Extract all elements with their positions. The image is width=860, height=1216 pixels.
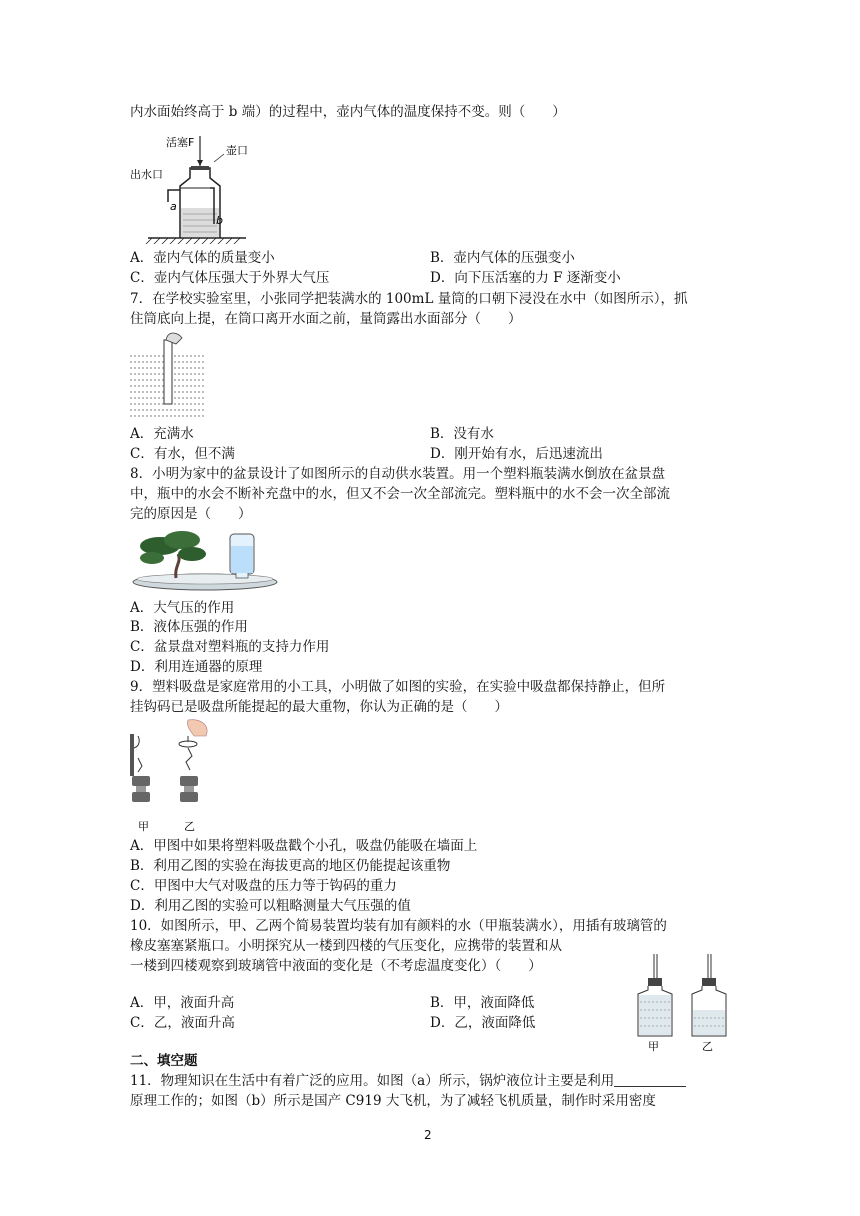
- q10-option-a: A．甲，液面升高: [130, 995, 235, 1011]
- q8-line3: 完的原因是（ ）: [130, 506, 252, 522]
- q10-option-c: C．乙，液面升高: [130, 1015, 235, 1031]
- q6-option-c: C．壶内气体压强大于外界大气压: [130, 270, 330, 286]
- q10-label-jia: 甲: [648, 1040, 659, 1052]
- q10-line1: 10．如图所示，甲、乙两个简易装置均装有加有颜料的水（甲瓶装满水），用插有玻璃管的: [130, 918, 667, 934]
- q8-line1: 8．小明为家中的盆景设计了如图所示的自动供水装置。用一个塑料瓶装满水倒放在盆景盘: [130, 466, 666, 482]
- q7-cylinder-figure: [130, 330, 210, 420]
- q6-label-piston: 活塞F: [166, 136, 195, 149]
- q6-option-d: D．向下压活塞的力 F 逐渐变小: [430, 270, 621, 286]
- q11-blank-1[interactable]: [614, 1072, 686, 1087]
- page-number: 2: [424, 1128, 432, 1142]
- q6-option-b: B．壶内气体的压强变小: [430, 250, 575, 266]
- q11-line1-text: 11．物理知识在生活中有着广泛的应用。如图（a）所示，锅炉液位计主要是利用: [130, 1073, 615, 1089]
- q9-option-b: B．利用乙图的实验在海拔更高的地区仍能提起该重物: [130, 858, 451, 874]
- q9-option-d: D．利用乙图的实验可以粗略测量大气压强的值: [130, 898, 411, 914]
- q10-line2: 橡皮塞塞紧瓶口。小明探究从一楼到四楼的气压变化，应携带的装置和从: [130, 938, 562, 954]
- q10-label-yi: 乙: [702, 1040, 713, 1052]
- q9-line2: 挂钩码已是吸盘所能提起的最大重物，你认为正确的是（ ）: [130, 699, 508, 715]
- q6-label-b: b: [216, 214, 223, 227]
- q9-suction-cup-figure: [128, 718, 218, 834]
- q8-option-c: C．盆景盘对塑料瓶的支持力作用: [130, 639, 330, 655]
- q7-line2: 住筒底向上提，在筒口离开水面之前，量筒露出水面部分（ ）: [130, 311, 522, 327]
- q6-teapot-figure: [128, 128, 278, 244]
- q6-stem: 内水面始终高于 b 端）的过程中，壶内气体的温度保持不变。则（ ）: [130, 104, 566, 120]
- q8-option-d: D．利用连通器的原理: [130, 659, 263, 675]
- q7-option-c: C．有水，但不满: [130, 446, 235, 462]
- q9-option-a: A．甲图中如果将塑料吸盘戳个小孔，吸盘仍能吸在墙面上: [130, 838, 478, 854]
- q6-option-a: A．壶内气体的质量变小: [130, 250, 275, 266]
- q10-line3: 一楼到四楼观察到玻璃管中液面的变化是（不考虑温度变化）（ ）: [130, 958, 542, 974]
- q10-option-b: B．甲，液面降低: [430, 995, 535, 1011]
- q9-line1: 9．塑料吸盘是家庭常用的小工具，小明做了如图的实验，在实验中吸盘都保持静止，但所: [130, 679, 666, 695]
- q10-bottles-figure: [630, 952, 740, 1052]
- q6-label-outlet: 出水口: [130, 168, 163, 181]
- section-title-fill-blank: 二、填空题: [130, 1053, 198, 1069]
- q7-line1: 7．在学校实验室里，小张同学把装满水的 100mL 量筒的口朝下浸没在水中（如图所示），抓: [130, 291, 688, 307]
- q8-line2: 中，瓶中的水会不断补充盘中的水，但又不会一次全部流完。塑料瓶中的水不会一次全部流: [130, 486, 670, 502]
- q11-line1: [130, 1071, 686, 1091]
- q8-bonsai-figure: [130, 526, 280, 594]
- q7-option-b: B．没有水: [430, 426, 494, 442]
- q6-label-a: a: [170, 200, 177, 213]
- q9-label-yi: 乙: [184, 820, 195, 833]
- q8-option-a: A．大气压的作用: [130, 600, 235, 616]
- q8-option-b: B．液体压强的作用: [130, 619, 248, 635]
- q7-option-a: A．充满水: [130, 426, 194, 442]
- q9-option-c: C．甲图中大气对吸盘的压力等于钩码的重力: [130, 878, 397, 894]
- q10-option-d: D．乙，液面降低: [430, 1015, 536, 1031]
- q9-label-jia: 甲: [138, 820, 149, 833]
- q7-option-d: D．刚开始有水，后迅速流出: [430, 446, 603, 462]
- q11-line2: 原理工作的；如图（b）所示是国产 C919 大飞机，为了减轻飞机质量，制作时采用密度: [130, 1093, 656, 1109]
- q6-label-spout: 壶口: [226, 144, 248, 157]
